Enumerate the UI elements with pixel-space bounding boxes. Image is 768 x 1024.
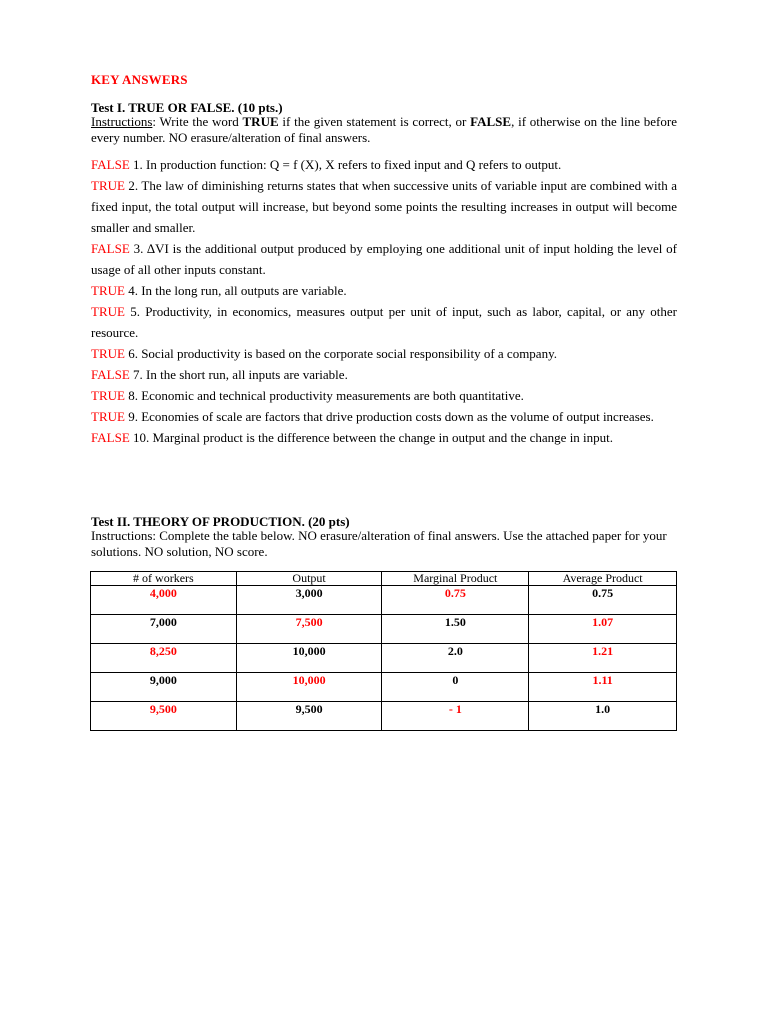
table-cell: 8,250 <box>91 644 237 673</box>
instr-true-word: TRUE <box>242 114 279 129</box>
answer-value: TRUE <box>91 178 125 193</box>
table-row <box>91 615 677 644</box>
test2-instructions: Instructions: Complete the table below. NO erasure/alteration of final answers. Use the attached paper for your solutions. NO solution, NO score. <box>91 528 667 559</box>
answer-list <box>91 154 677 448</box>
table-cell: 2.0 <box>382 644 529 673</box>
table-cell: 0 <box>382 673 529 702</box>
table-cell: 3,000 <box>236 586 382 615</box>
table-cell: 1.50 <box>382 615 529 644</box>
table-cell: 1.21 <box>529 644 677 673</box>
answer-value: TRUE <box>91 409 125 424</box>
column-header: Average Product <box>529 572 677 586</box>
table-cell: 9,000 <box>91 673 237 702</box>
table-cell: 10,000 <box>236 673 382 702</box>
table-cell: 7,500 <box>236 615 382 644</box>
answer-statement: 2. The law of diminishing returns states that when successive units of variable input are combined with a fixed input, the total output will increase, but beyond some points the resulting increases in output will become smaller and smaller. <box>91 178 677 235</box>
answer-value: TRUE <box>91 346 125 361</box>
table-cell: - 1 <box>382 702 529 731</box>
table-cell: 7,000 <box>91 615 237 644</box>
answer-value: FALSE <box>91 430 130 445</box>
column-header: Marginal Product <box>382 572 529 586</box>
column-header: # of workers <box>91 572 237 586</box>
answer-value: FALSE <box>91 241 130 256</box>
answer-statement: 1. In production function: Q = f (X), X refers to fixed input and Q refers to output. <box>129 157 562 172</box>
table-row <box>91 586 677 615</box>
answer-statement: 4. In the long run, all outputs are variable. <box>124 283 347 298</box>
answer-value: FALSE <box>91 367 130 382</box>
answer-value: TRUE <box>91 388 125 403</box>
table-body <box>91 586 677 731</box>
instr-text-a: : Write the word <box>152 114 243 129</box>
answer-item <box>91 301 677 343</box>
table-cell: 4,000 <box>91 586 237 615</box>
answer-value: TRUE <box>91 304 125 319</box>
instr-false-word: FALSE <box>470 114 512 129</box>
answer-value: TRUE <box>91 283 125 298</box>
answer-item <box>91 238 677 280</box>
table-cell: 1.11 <box>529 673 677 702</box>
table-row <box>91 644 677 673</box>
table-row <box>91 673 677 702</box>
table-cell: 1.07 <box>529 615 677 644</box>
instr-text-c: , if otherwise on the line before every number. NO erasure/alteration of final answers. <box>91 114 677 145</box>
answer-item <box>91 175 677 238</box>
production-table <box>90 571 677 731</box>
answer-statement: 5. Productivity, in economics, measures output per unit of input, such as labor, capital, or any other resource. <box>91 304 677 340</box>
column-header: Output <box>236 572 382 586</box>
table-cell: 10,000 <box>236 644 382 673</box>
table-cell: 9,500 <box>91 702 237 731</box>
answer-statement: 8. Economic and technical productivity measurements are both quantitative. <box>124 388 524 403</box>
answer-item <box>91 385 677 406</box>
answer-value: FALSE <box>91 157 130 172</box>
table-cell: 0.75 <box>529 586 677 615</box>
answer-item <box>91 343 677 364</box>
answer-statement: 9. Economies of scale are factors that drive production costs down as the volume of output increases. <box>124 409 654 424</box>
answer-item <box>91 280 677 301</box>
answer-item <box>91 427 677 448</box>
instr-text-b: if the given statement is correct, or <box>278 114 471 129</box>
answer-statement: 7. In the short run, all inputs are variable. <box>129 367 348 382</box>
answer-item <box>91 364 677 385</box>
table-header-row <box>91 572 677 586</box>
test2-title: Test II. THEORY OF PRODUCTION. (20 pts) <box>91 514 350 529</box>
test1-title: Test I. TRUE OR FALSE. (10 pts.) <box>91 100 283 115</box>
answer-statement: 10. Marginal product is the difference between the change in output and the change in input. <box>129 430 614 445</box>
answer-statement: 6. Social productivity is based on the corporate social responsibility of a company. <box>124 346 557 361</box>
answer-statement: 3. ∆VI is the additional output produced by employing one additional unit of input holding the level of usage of all other inputs constant. <box>91 241 677 277</box>
table-cell: 9,500 <box>236 702 382 731</box>
answer-item <box>91 406 677 427</box>
document-heading: KEY ANSWERS <box>91 72 188 87</box>
instructions-label: Instructions <box>91 114 153 129</box>
table-row <box>91 702 677 731</box>
test1-instructions <box>91 114 677 145</box>
table-cell: 0.75 <box>382 586 529 615</box>
answer-item <box>91 154 677 175</box>
table-cell: 1.0 <box>529 702 677 731</box>
